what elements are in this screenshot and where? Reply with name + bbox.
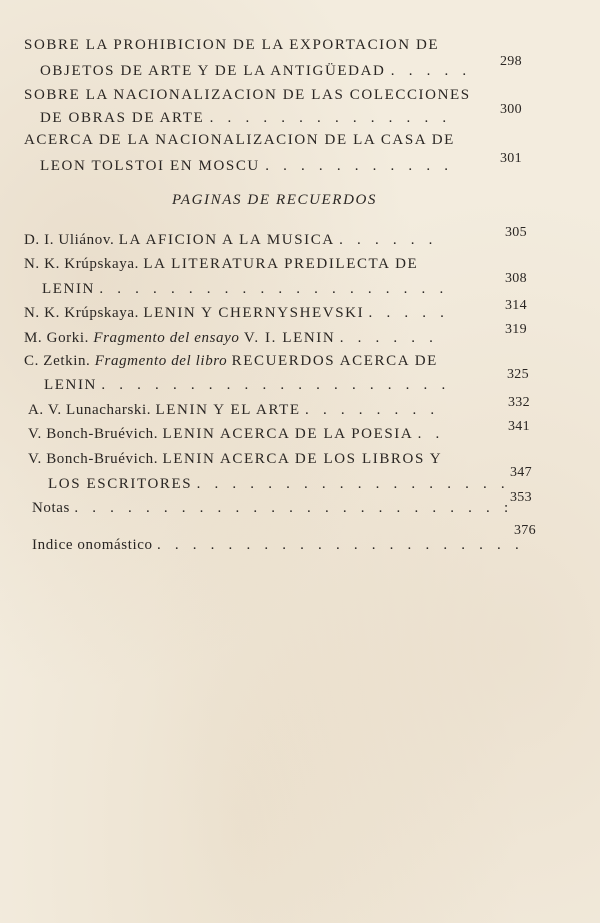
memoir-entry-line2 bbox=[44, 375, 450, 395]
memoir-leader: . . . . . . . . . . . . . . . . . . . . bbox=[101, 377, 451, 393]
memoir-title-continued: LOS ESCRITORES bbox=[48, 476, 193, 492]
memoir-entry bbox=[28, 449, 442, 469]
toc-entry-line2 bbox=[40, 61, 471, 81]
toc-entry-title: OBJETOS DE ARTE Y DE LA ANTIGÜEDAD bbox=[40, 63, 386, 79]
toc-page-number: 301 bbox=[500, 151, 522, 166]
memoir-title: LA LITERATURA PREDILECTA DE bbox=[143, 256, 419, 272]
memoir-entry bbox=[28, 400, 439, 420]
memoir-entry bbox=[28, 424, 445, 444]
memoir-entry bbox=[24, 303, 449, 323]
memoir-leader: . . . . . . bbox=[339, 330, 439, 346]
memoir-title: RECUERDOS ACERCA DE bbox=[231, 353, 438, 369]
memoir-title: V. I. LENIN bbox=[243, 330, 336, 346]
memoir-page-number: 308 bbox=[505, 271, 527, 286]
memoir-title: LA AFICION A LA MUSICA bbox=[118, 232, 335, 248]
memoir-leader: . . . . . . . . . . . . . . . . . . . . bbox=[99, 281, 449, 297]
memoir-leader: . . . . . . . . . . . . . . . . . . bbox=[196, 476, 510, 492]
memoir-leader: . . bbox=[417, 426, 445, 442]
toc-entry-leader: . . . . . bbox=[390, 63, 472, 79]
memoir-author: N. K. Krúpskaya. bbox=[24, 256, 139, 272]
toc-entry-line1: ACERCA DE LA NACIONALIZACION DE LA CASA DE bbox=[24, 132, 455, 148]
memoir-title: LENIN Y CHERNYSHEVSKI bbox=[143, 305, 365, 321]
memoir-title: LENIN Y EL ARTE bbox=[155, 402, 301, 418]
memoir-title-continued: LENIN bbox=[44, 377, 97, 393]
memoir-subtitle: Fragmento del libro bbox=[94, 353, 228, 369]
notes-label: Notas bbox=[32, 500, 70, 516]
toc-entry-leader: . . . . . . . . . . . bbox=[265, 158, 454, 174]
toc-entry-line1: SOBRE LA NACIONALIZACION DE LAS COLECCIONES bbox=[24, 87, 471, 103]
toc-entry-line2 bbox=[40, 108, 451, 128]
memoir-subtitle: Fragmento del ensayo bbox=[93, 330, 240, 346]
toc-entry-line1: SOBRE LA PROHIBICION DE LA EXPORTACION DE bbox=[24, 37, 440, 53]
memoir-entry bbox=[24, 351, 438, 371]
toc-entry-line2 bbox=[40, 156, 453, 176]
memoir-entry bbox=[24, 254, 418, 274]
memoir-author: A. V. Lunacharski. bbox=[28, 402, 152, 418]
memoir-entry-line2 bbox=[42, 279, 448, 299]
memoir-page-number: 347 bbox=[510, 465, 532, 480]
memoir-author: V. Bonch-Bruévich. bbox=[28, 451, 159, 467]
memoir-entry-line2 bbox=[48, 474, 510, 494]
section-heading: PAGINAS DE RECUERDOS bbox=[172, 192, 378, 208]
memoir-page-number: 332 bbox=[508, 395, 530, 410]
memoir-leader: . . . . . . bbox=[339, 232, 438, 248]
memoir-page-number: 319 bbox=[505, 322, 527, 337]
memoir-author: N. K. Krúpskaya. bbox=[24, 305, 139, 321]
notes-leader: . . . . . . . . . . . . . . . . . . . . . . . . : bbox=[74, 500, 514, 516]
memoir-entry bbox=[24, 230, 438, 250]
notes-page-number: 353 bbox=[510, 490, 532, 505]
memoir-leader: . . . . . bbox=[368, 305, 450, 321]
memoir-author: C. Zetkin. bbox=[24, 353, 91, 369]
memoir-page-number: 325 bbox=[507, 367, 529, 382]
memoir-entry bbox=[24, 328, 438, 348]
memoir-author: D. I. Uliánov. bbox=[24, 232, 115, 248]
notes-entry bbox=[32, 498, 513, 518]
toc-entry-title: DE OBRAS DE ARTE bbox=[40, 110, 205, 126]
memoir-author: V. Bonch-Bruévich. bbox=[28, 426, 159, 442]
memoir-title-continued: LENIN bbox=[42, 281, 95, 297]
index-entry bbox=[32, 535, 524, 555]
memoir-author: M. Gorki. bbox=[24, 330, 89, 346]
memoir-title: LENIN ACERCA DE LA POESIA bbox=[162, 426, 414, 442]
toc-page-number: 300 bbox=[500, 102, 522, 117]
memoir-page-number: 314 bbox=[505, 298, 527, 313]
toc-entry-leader: . . . . . . . . . . . . . . bbox=[209, 110, 452, 126]
index-label: Indice onomástico bbox=[32, 537, 153, 553]
memoir-leader: . . . . . . . . bbox=[305, 402, 440, 418]
toc-page-number: 298 bbox=[500, 54, 522, 69]
index-leader: . . . . . . . . . . . . . . . . . . . . . bbox=[156, 537, 524, 553]
index-page-number: 376 bbox=[514, 523, 536, 538]
memoir-title: LENIN ACERCA DE LOS LIBROS Y bbox=[162, 451, 443, 467]
memoir-page-number: 341 bbox=[508, 419, 530, 434]
toc-entry-title: LEON TOLSTOI EN MOSCU bbox=[40, 158, 260, 174]
memoir-page-number: 305 bbox=[505, 225, 527, 240]
